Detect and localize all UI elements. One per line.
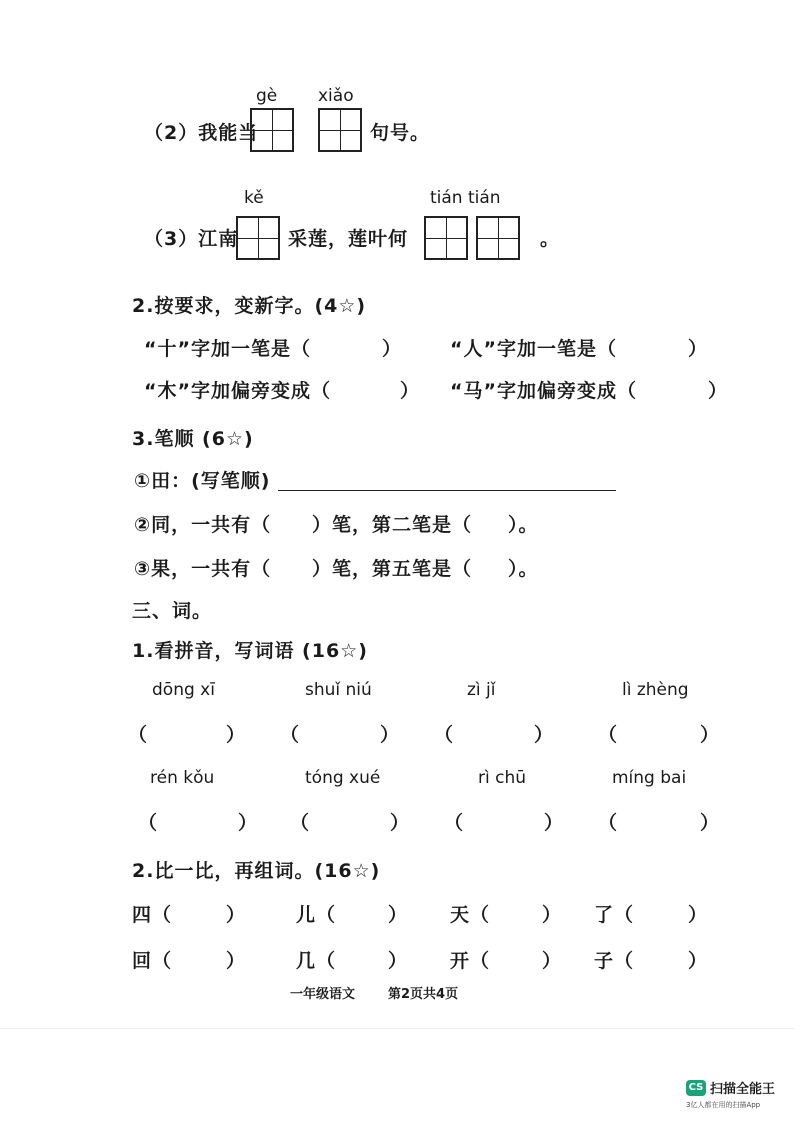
footer-subject: 一年级语文 <box>290 987 356 1002</box>
footer-page: 第2页共4页 <box>388 987 459 1002</box>
pinyin-xiao: xiǎo <box>318 86 354 106</box>
q3-tail: 。 <box>540 228 561 250</box>
answer-close: ） <box>544 812 564 834</box>
q2-label: （2）我能当 <box>144 122 259 144</box>
answer-close: ） <box>534 724 554 746</box>
answer-open: （ <box>470 950 490 972</box>
section-title: 1.看拼音，写词语 (16☆) <box>132 640 368 662</box>
question-text: ）。 <box>508 514 539 536</box>
close-paren: ） <box>400 380 421 402</box>
compare-char: 儿 <box>296 904 317 926</box>
compare-char: 几 <box>296 950 317 972</box>
stroke-order-prompt: ①田：(写笔顺) <box>134 470 271 492</box>
answer-close: ） <box>380 724 400 746</box>
answer-open: （ <box>316 950 336 972</box>
answer-close: ） <box>388 904 408 926</box>
pinyin-ge: gè <box>256 86 278 106</box>
tianzige-box[interactable] <box>424 216 468 260</box>
watermark-title: 扫描全能王 <box>710 1082 776 1097</box>
answer-close: ） <box>542 904 562 926</box>
close-paren: ） <box>708 380 729 402</box>
answer-close: ） <box>390 812 410 834</box>
answer-open: （ <box>138 812 158 834</box>
answer-open: （ <box>470 904 490 926</box>
pinyin-word: míng bai <box>612 768 687 788</box>
answer-close: ） <box>688 950 708 972</box>
answer-open: （ <box>598 724 618 746</box>
answer-close: ） <box>226 950 246 972</box>
pinyin-ke: kě <box>244 188 264 208</box>
question-text: “马”字加偏旁变成（ <box>450 380 637 402</box>
question-text: “十”字加一笔是（ <box>144 338 311 360</box>
answer-close: ） <box>688 904 708 926</box>
compare-char: 开 <box>450 950 471 972</box>
question-text: “人”字加一笔是（ <box>450 338 617 360</box>
page-edge <box>0 1028 794 1029</box>
answer-close: ） <box>226 724 246 746</box>
pinyin-word: shuǐ niú <box>305 680 372 700</box>
question-text: ②同，一共有（ <box>134 514 272 536</box>
part-title: 三、词。 <box>132 600 213 622</box>
question-text: ③果，一共有（ <box>134 558 272 580</box>
q2-tail: 句号。 <box>370 122 431 144</box>
compare-char: 四 <box>132 904 153 926</box>
answer-open: （ <box>444 812 464 834</box>
answer-open: （ <box>152 950 172 972</box>
answer-close: ） <box>700 724 720 746</box>
tianzige-box[interactable] <box>236 216 280 260</box>
q3-mid: 采莲，莲叶何 <box>288 228 409 250</box>
answer-open: （ <box>152 904 172 926</box>
answer-open: （ <box>434 724 454 746</box>
answer-open: （ <box>598 812 618 834</box>
compare-char: 了 <box>594 904 615 926</box>
tianzige-box[interactable] <box>476 216 520 260</box>
pinyin-word: dōng xī <box>152 680 215 700</box>
answer-close: ） <box>226 904 246 926</box>
section-title: 2.按要求，变新字。(4☆) <box>132 295 367 317</box>
question-text: ）笔，第五笔是（ <box>312 558 473 580</box>
answer-open: （ <box>128 724 148 746</box>
answer-open: （ <box>316 904 336 926</box>
answer-close: ） <box>542 950 562 972</box>
close-paren: ） <box>688 338 709 360</box>
q3-label: （3）江南 <box>144 228 239 250</box>
answer-line[interactable] <box>278 490 616 491</box>
answer-close: ） <box>238 812 258 834</box>
answer-open: （ <box>290 812 310 834</box>
section-title: 2.比一比，再组词。(16☆) <box>132 860 381 882</box>
watermark-sub: 3亿人都在用的扫描App <box>686 1101 761 1109</box>
answer-close: ） <box>388 950 408 972</box>
pinyin-tiantian: tián tián <box>430 188 501 208</box>
pinyin-word: tóng xué <box>305 768 381 788</box>
tianzige-box[interactable] <box>250 108 294 152</box>
question-text: “木”字加偏旁变成（ <box>144 380 331 402</box>
camscanner-logo-icon: CS <box>686 1080 706 1096</box>
pinyin-word: rì chū <box>478 768 527 788</box>
answer-close: ） <box>700 812 720 834</box>
compare-char: 天 <box>450 904 471 926</box>
pinyin-word: rén kǒu <box>150 768 215 788</box>
compare-char: 子 <box>594 950 615 972</box>
question-text: ）。 <box>508 558 539 580</box>
close-paren: ） <box>382 338 403 360</box>
question-text: ）笔，第二笔是（ <box>312 514 473 536</box>
compare-char: 回 <box>132 950 153 972</box>
answer-open: （ <box>614 904 634 926</box>
pinyin-word: zì jǐ <box>467 680 496 700</box>
answer-open: （ <box>614 950 634 972</box>
answer-open: （ <box>280 724 300 746</box>
section-title: 3.笔顺 (6☆) <box>132 428 254 450</box>
tianzige-box[interactable] <box>318 108 362 152</box>
pinyin-word: lì zhèng <box>622 680 689 700</box>
